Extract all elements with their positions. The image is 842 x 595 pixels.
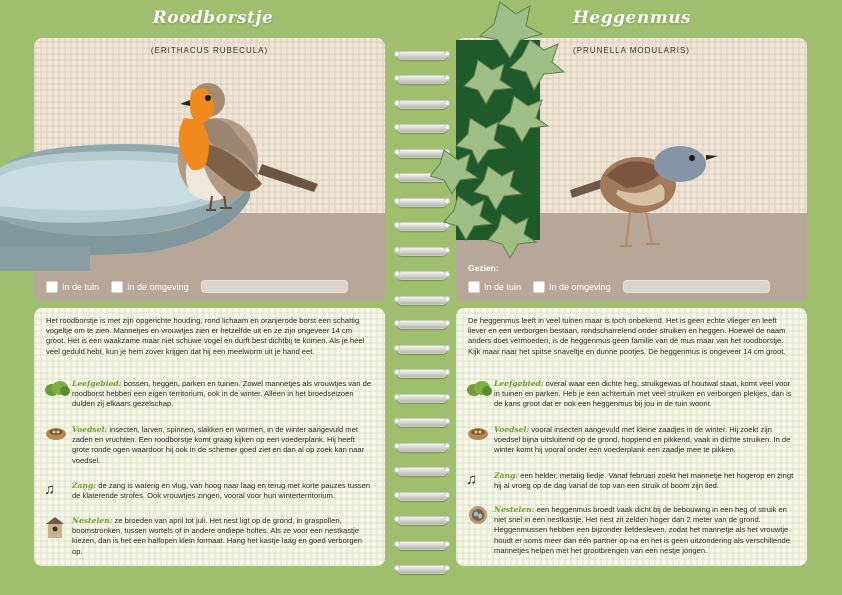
label-surroundings-left: In de omgeving [127,281,189,292]
text-nest-left: ze broeden van april tot juli. Het nest ligt op de grond, in graspollen, boomstronken, tussen wortels of in andere ondiepe holtes. Als ze voor een nestkastje kiezen, dan is het een halfopen klein formaat. Hang het kastje laag en goed verborgen op. [72,516,363,556]
intro-text-left: Het roodborstje is met zijn opgerichte houding, rond lichaam en oranjerode borst een schattig vogeltje om te zien. Mannetjes en vrouwtjes zien er hetzelfde uit en ze zijn ongeveer 14 cm groot. Het is een waakzame maar niet schuwe vogel en durft best dichtbij te komen. Als je heel veel geduld hebt, kun je hem zover krijgen dat hij een meelworm uit je hand eet. [46,316,365,356]
seen-note-field-right[interactable] [623,280,770,293]
label-surroundings-right: In de omgeving [549,281,611,292]
text-song-right: een helder, metalig liedje. Vanaf februari zoekt het mannetje het hogerop en zingt hij al vroeg op de dag vanaf de top van een struik of boom zijn lied. [494,471,794,491]
dunnock-text-panel [456,308,807,566]
bush-icon [466,379,494,401]
checkbox-surroundings-right[interactable] [533,281,545,293]
page-title-right: Heggenmus [572,8,692,28]
text-food-right: vooral insecten aangevuld met kleine zaadjes in de winter. Hij zoekt zijn voedsel bijna uitsluitend op de grond, hoppend en pikkend, vaak in dichte struiken. In de winter komt hij vooral onder een voederplank een zaadje mee te pikken. [494,425,791,455]
seen-options-left [46,280,348,293]
keyword-food-right: Voedsel: [494,425,530,434]
latin-name-right: (PRUNELLA MODULARIS) [573,46,690,55]
bush-icon [44,379,72,401]
section-habitat-right [466,379,795,410]
nest-icon [466,425,494,447]
text-nest-right: een heggenmus broedt vaak dicht bij de bebouwing in een heg of struik en niet snel in een nestkastje. Het nest zit zelden hoger dan 2 meter van de grond. Heggenmussen hebben een bijzonder liefdesleven, zodat het mannetje als het vrouwtje houdt er soms meer dan één partner op na en het is geen uitzondering als verschillende mannetjes helpen met het grootbrengen van een nestje jongen. [494,505,790,555]
section-food-right [466,425,795,456]
checkbox-garden-left[interactable] [46,281,58,293]
latin-name-left: (ERITHACUS RUBECULA) [150,46,269,55]
section-nest-left [44,516,373,557]
dunnock-illustration [430,0,808,265]
text-habitat-left: bossen, heggen, parken en tuinen. Zowel mannetjes als vrouwtjes van de roodborst hebben een eigen territorium, ook in de winter. Alleen in het broedseizoen dulden zij elkaars gezelschap. [72,379,372,409]
robin-text-panel [34,308,385,566]
text-habitat-right: overal waar een dichte heg, struikgewas of houtwal staat, komt veel voor in tuinen en parken. Heb je een achtertuin met veel struiken en verborgen plekjes, dan is de kans groot dat er ook een heggenmus bij jou in de tuin woont. [494,379,792,409]
nestbox-icon [44,516,72,538]
music-notes-icon: ♫ [466,471,478,488]
keyword-song-left: Zang: [72,481,97,490]
keyword-nest-right: Nestelen: [494,505,535,514]
seen-note-field-left[interactable] [201,280,348,293]
intro-text-right: De heggenmus leeft in veel tuinen maar is toch onbekend. Het is geen echte vlieger en leeft liever en een verborgen bestaan, rondscharrelend onder struiken en heggen. Hoewel de naam anders doet vermoeden, is de heggenmus geen familie van de mus maar van het roodborstje. Kijk maar naar het spitse snaveltje en dunne pootjes. De heggenmus is ongeveer 14 cm groot. [468,316,786,356]
section-habitat-left [44,379,373,410]
label-garden-left: In de tuin [62,281,100,292]
page-title-left: Roodborstje [152,8,274,28]
seen-label-right: Gezien: [468,263,499,273]
keyword-song-right: Zang: [494,471,519,480]
music-notes-icon: ♫ [44,481,56,498]
text-food-left: insecten, larven, spinnen, slakken en wormen, in de winter aangevuld met zaden en vruchten. Een roodborstje komt graag kijken op een voederplank. Hij heeft grote ronde ogen waardoor hij ook in de schemer goed ziet en dan al op zoek kan naar voedsel. [72,425,365,465]
robin-illustration [0,60,385,275]
keyword-habitat-right: Leefgebied: [494,379,544,388]
dunnock-bird [570,146,718,246]
keyword-nest-left: Nestelen: [72,516,113,525]
nest-eggs-icon [466,505,494,527]
keyword-habitat-left: Leefgebied: [72,379,122,388]
text-song-left: de zang is waterig en vlug, van hoog naar laag en terug met korte pauzes tussen de klaterende strofes. Ook vrouwtjes zingen, vooral voor hun winterterritorium. [72,481,371,501]
label-garden-right: In de tuin [484,281,522,292]
seen-options-right [468,280,770,293]
section-song-right [466,471,795,493]
section-nest-right [466,505,795,556]
section-song-left [44,481,373,503]
robin-bird [178,83,318,210]
checkbox-garden-right[interactable] [468,281,480,293]
section-food-left [44,425,373,466]
checkbox-surroundings-left[interactable] [111,281,123,293]
keyword-food-left: Voedsel: [72,425,108,434]
nest-icon [44,425,72,447]
